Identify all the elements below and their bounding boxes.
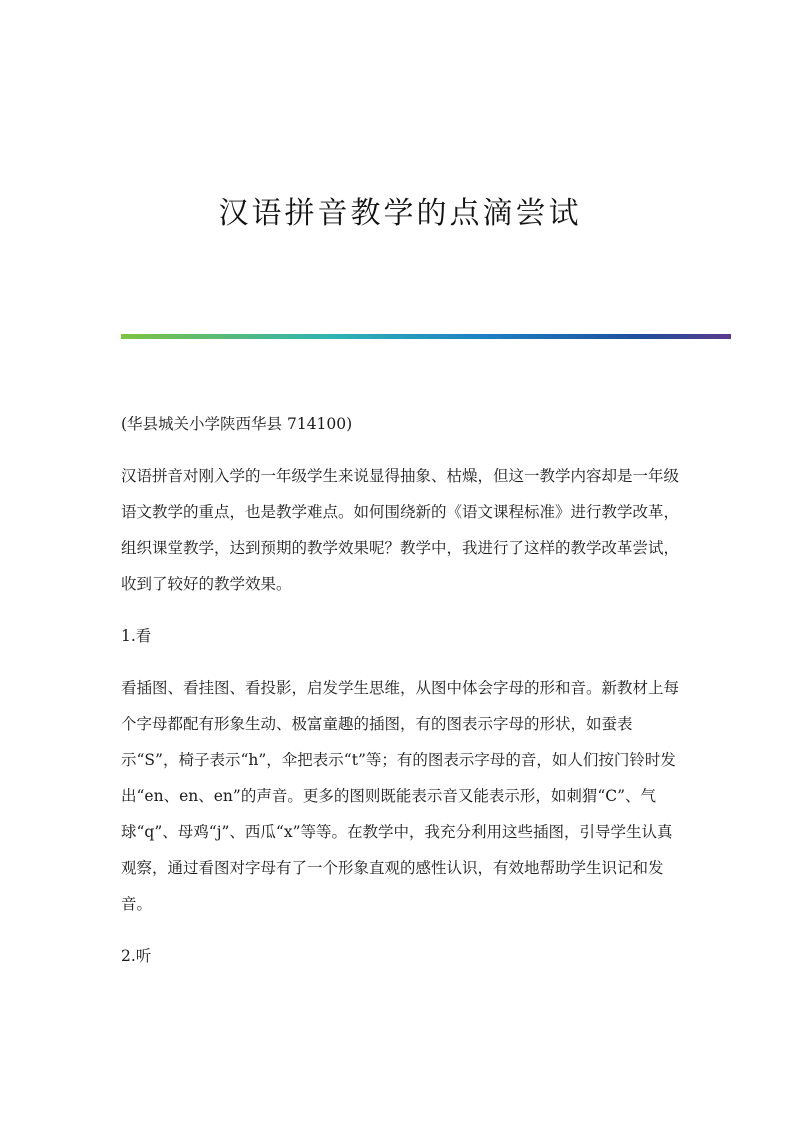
title-divider <box>121 334 731 339</box>
section-heading-2: 2.听 <box>121 947 152 965</box>
document-title: 汉语拼音教学的点滴尝试 <box>218 196 582 231</box>
section-heading-1: 1.看 <box>121 627 152 645</box>
spacer <box>121 442 681 458</box>
intro-paragraph: 汉语拼音对刚入学的一年级学生来说显得抽象、枯燥，但这一教学内容却是一年级语文教学的重点，也是教学难点。如何围绕新的《语文课程标准》进行教学改革，组织课堂教学，达到预期的教学效果呢？教学中，我进行了这样的教学改革尝试，收到了较好的教学效果。 <box>121 467 680 593</box>
section-1-paragraph: 看插图、看挂图、看投影，启发学生思维，从图中体会字母的形和音。新教材上每个字母都配有形象生动、极富童趣的插图，有的图表示字母的形状，如蚕表示“S”，椅子表示“h”，伞把表示“t”等；有的图表示字母的音，如人们按门铃时发出“en、en、en”的声音。更多的图则既能表示音又能表示形，如刺猬“C”、气球“q”、母鸡“j”、西瓜“x”等等。在教学中，我充分利用这些插图，引导学生认真观察，通过看图对字母有了一个形象直观的感性认识，有效地帮助学生识记和发音。 <box>121 679 680 913</box>
spacer <box>121 602 681 618</box>
document-body <box>121 406 681 974</box>
spacer <box>121 654 681 670</box>
spacer <box>121 922 681 938</box>
affiliation-line: (华县城关小学陕西华县 714100) <box>121 415 353 433</box>
